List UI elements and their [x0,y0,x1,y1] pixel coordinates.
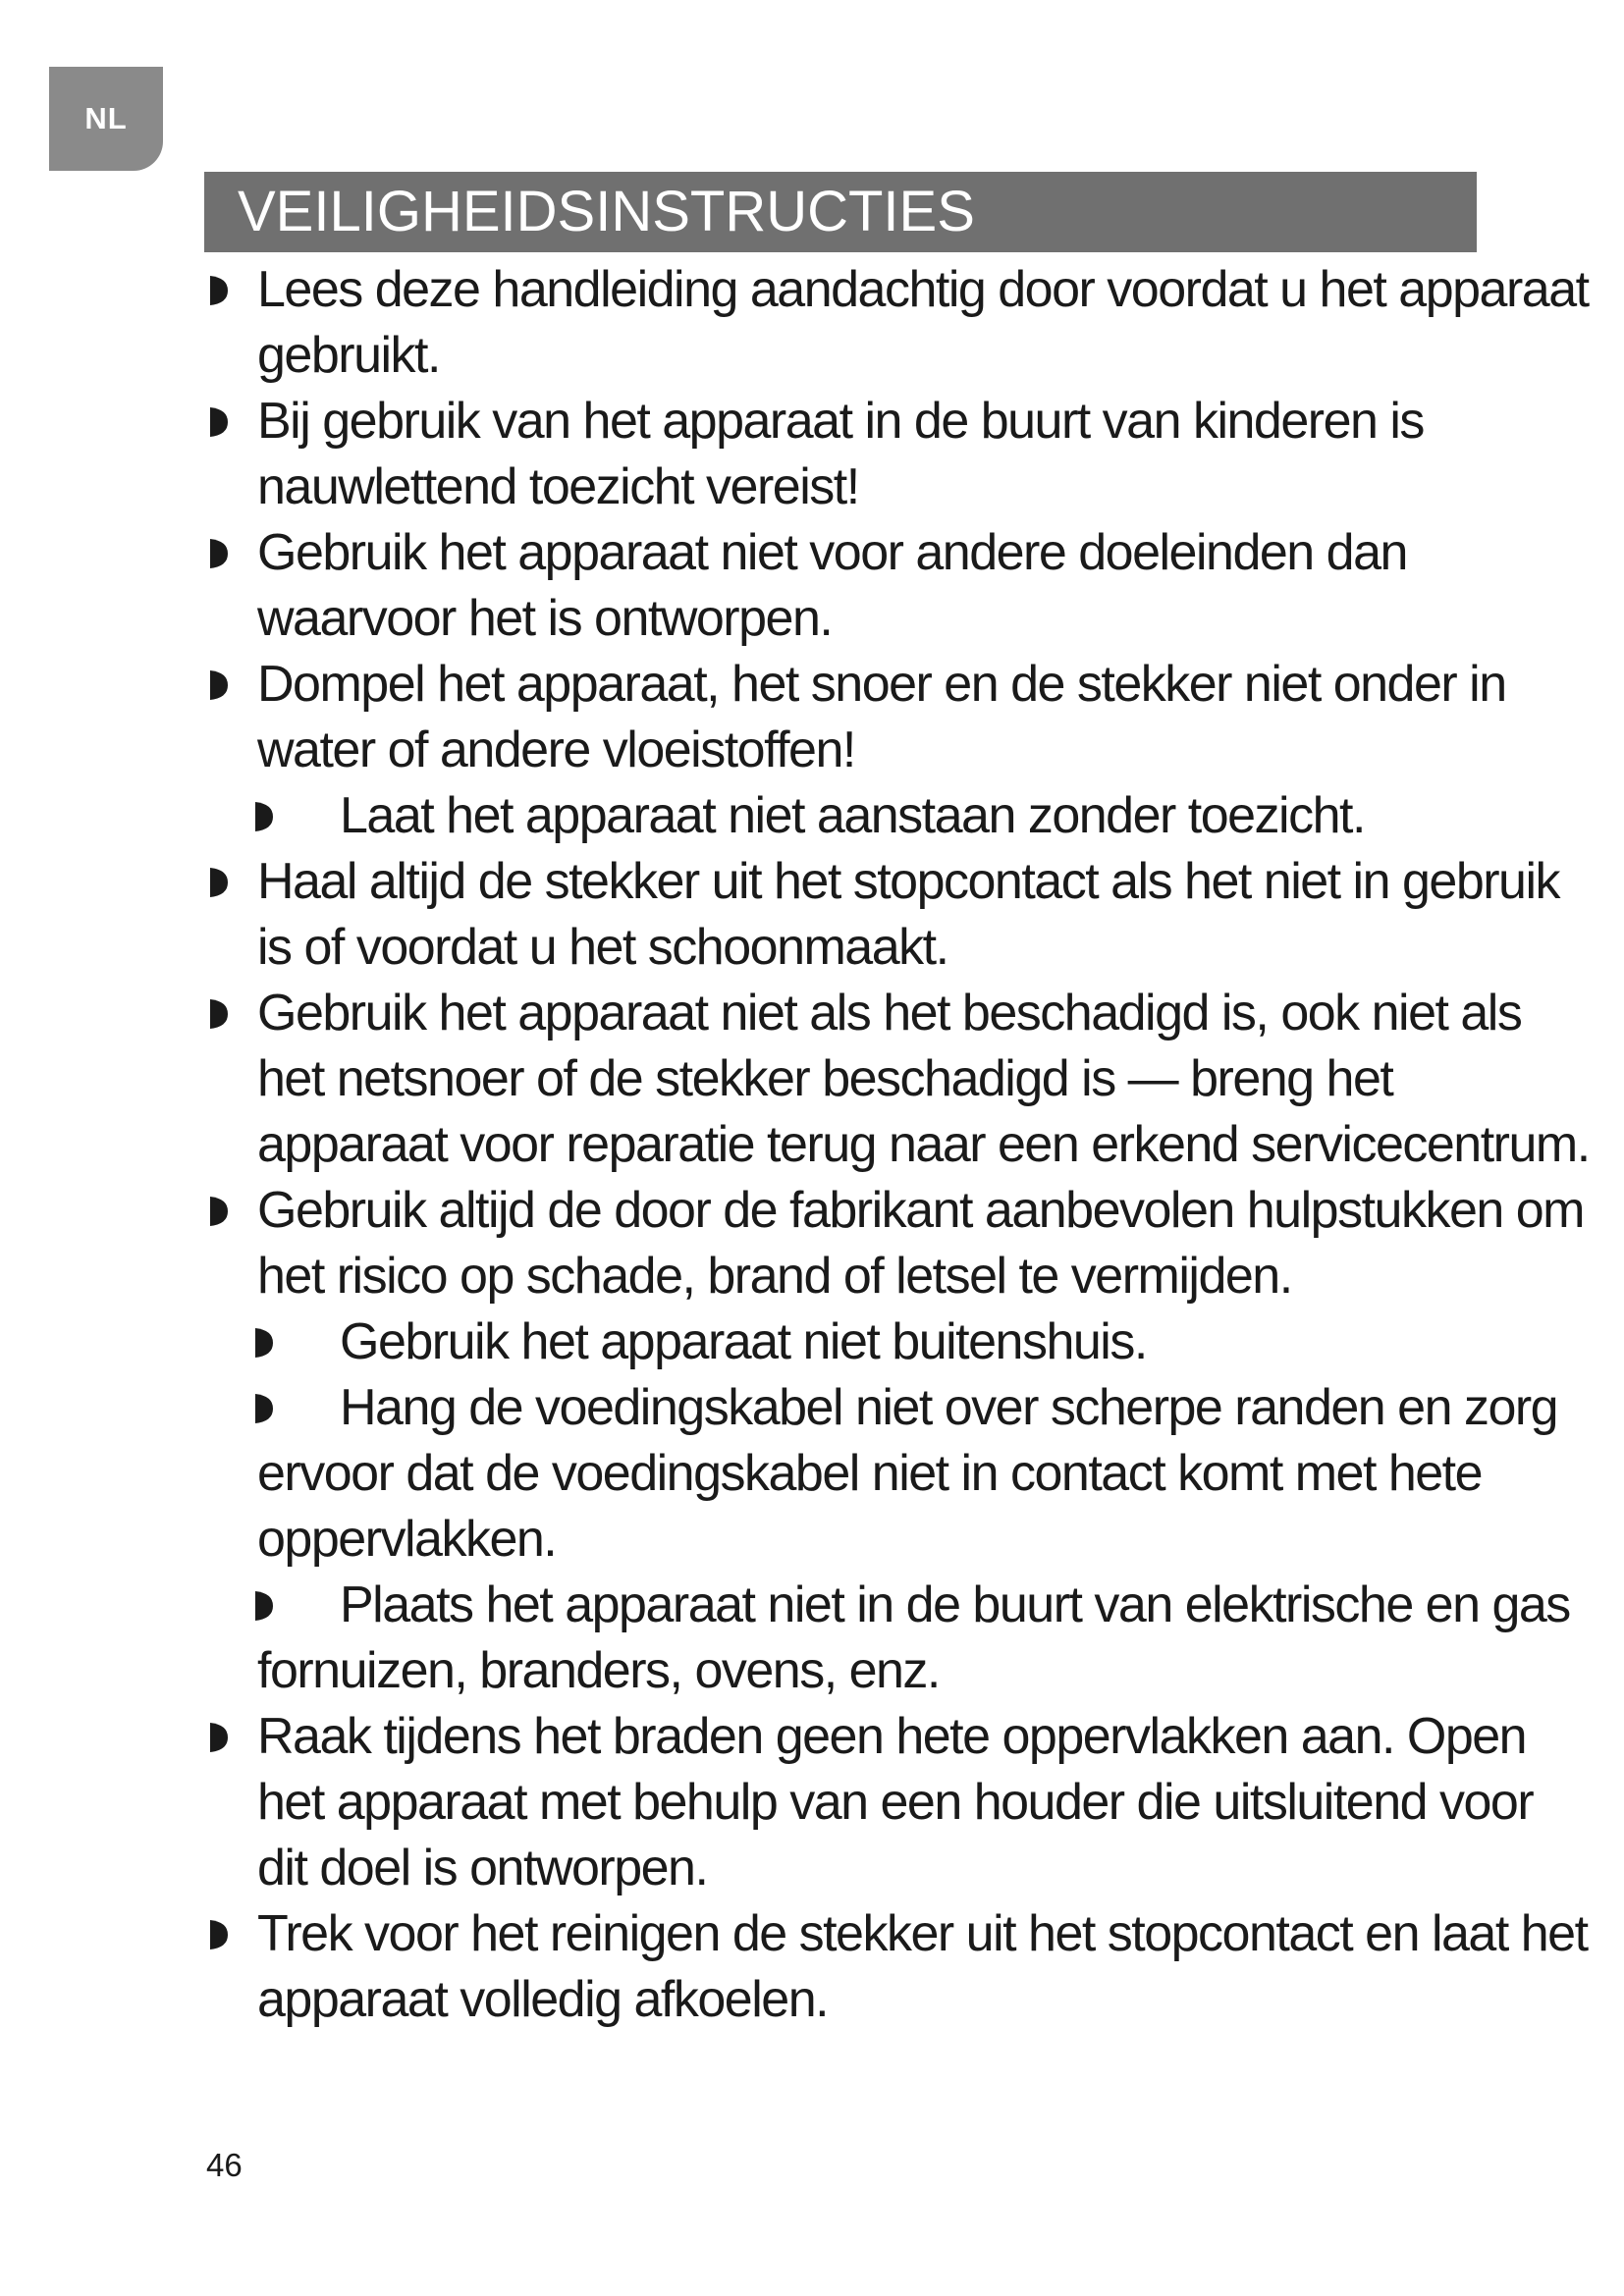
item-text: Gebruik het apparaat niet als het beschadigd is, ook niet als het netsnoer of de stekker beschadigd is — breng het apparaat voor reparatie terug naar een erkend servicecentrum. [257,985,1590,1173]
item-text: Trek voor het reinigen de stekker uit het stopcontact en laat het apparaat volledig afkoelen. [257,1905,1588,2028]
list-item [204,783,1594,849]
list-item [204,1573,1594,1704]
half-disc-bullet-icon [253,783,283,849]
list-item [204,1901,1594,2033]
half-disc-bullet-icon [208,849,238,915]
item-text: Lees deze handleiding aandachtig door voordat u het apparaat gebruikt. [257,261,1589,384]
list-item [204,520,1594,652]
list-item [204,1375,1594,1573]
half-disc-bullet-icon [208,1178,238,1244]
half-disc-bullet-icon [208,981,238,1046]
item-text: Gebruik altijd de door de fabrikant aanbevolen hulpstukken om het risico op schade, brand of letsel te vermijden. [257,1182,1584,1305]
half-disc-bullet-icon [208,652,238,718]
list-item [204,1309,1594,1375]
section-title: VEILIGHEIDSINSTRUCTIES [204,172,1477,252]
item-text: Plaats het apparaat niet in de buurt van elektrische en gas fornuizen, branders, ovens, enz. [257,1576,1570,1699]
half-disc-bullet-icon [208,389,238,454]
half-disc-bullet-icon [253,1573,283,1638]
item-text: Gebruik het apparaat niet voor andere doeleinden dan waarvoor het is ontworpen. [257,524,1407,647]
list-item [204,389,1594,520]
half-disc-bullet-icon [253,1375,283,1441]
list-item [204,652,1594,783]
safety-instructions-list [204,257,1594,2033]
half-disc-bullet-icon [253,1309,283,1375]
item-text: Gebruik het apparaat niet buitenshuis. [340,1313,1147,1370]
list-item [204,1704,1594,1901]
item-text: Bij gebruik van het apparaat in de buurt van kinderen is nauwlettend toezicht vereist! [257,393,1424,515]
item-text: Raak tijdens het braden geen hete oppervlakken aan. Open het apparaat met behulp van een houder die uitsluitend voor dit doel is ontworpen. [257,1708,1534,1896]
item-text: Dompel het apparaat, het snoer en de stekker niet onder in water of andere vloeistoffen! [257,656,1506,778]
half-disc-bullet-icon [208,257,238,323]
half-disc-bullet-icon [208,1704,238,1770]
half-disc-bullet-icon [208,1901,238,1967]
half-disc-bullet-icon [208,520,238,586]
item-text: Haal altijd de stekker uit het stopcontact als het niet in gebruik is of voordat u het schoonmaakt. [257,853,1560,976]
list-item [204,981,1594,1178]
list-item [204,257,1594,389]
item-text: Laat het apparaat niet aanstaan zonder toezicht. [340,787,1365,844]
language-tab: NL [49,67,163,171]
list-item [204,1178,1594,1309]
item-text: Hang de voedingskabel niet over scherpe randen en zorg ervoor dat de voedingskabel niet in contact komt met hete oppervlakken. [257,1379,1558,1568]
page-number: 46 [206,2147,243,2183]
list-item [204,849,1594,981]
